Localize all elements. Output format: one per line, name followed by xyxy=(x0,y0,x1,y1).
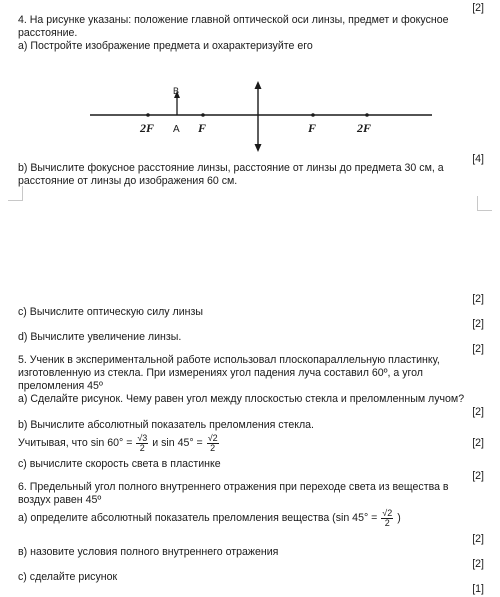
q4-part-b-line2: расстояние от линзы до изображения 60 см. xyxy=(18,175,238,187)
corner-mark-left xyxy=(8,186,23,201)
fraction-numerator-sqrt2: √2 xyxy=(382,507,393,518)
fraction-denominator: 2 xyxy=(384,517,390,528)
q4-part-a: а) Постройте изображение предмета и охарактеризуйте его xyxy=(18,40,313,52)
fraction-numerator-sqrt2: √2 xyxy=(207,432,218,443)
mark-q5-a: [2] xyxy=(472,406,484,418)
q6-part-b: в) назовите условия полного внутреннего отражения xyxy=(18,546,279,558)
mark-q4-d: [2] xyxy=(472,343,484,355)
label-b: B xyxy=(173,86,180,96)
q5-line3: преломления 45º xyxy=(18,380,103,392)
lens-arrow-top xyxy=(255,81,262,89)
fraction-numerator-sqrt3: √3 xyxy=(137,432,148,443)
q4-title-line2: расстояние. xyxy=(18,27,78,39)
q4-part-b-line1: b) Вычислите фокусное расстояние линзы, расстояние от линзы до предмета 30 см, а xyxy=(18,162,444,174)
q6-line2: воздух равен 45º xyxy=(18,494,102,506)
label-f-left: F xyxy=(198,121,207,135)
q6-part-a-prefix: а) определите абсолютный показатель преломления вещества (sin 45° = xyxy=(18,512,381,524)
mark-q6-c: [1] xyxy=(472,583,484,595)
point-f-right xyxy=(311,113,315,117)
lens-arrow-bottom xyxy=(255,144,262,152)
mark-q5-b: [2] xyxy=(472,437,484,449)
fraction-sqrt2-over-2 xyxy=(207,434,219,453)
fraction-denominator: 2 xyxy=(210,442,216,453)
q5-part-c: с) вычислите скорость света в пластинке xyxy=(18,458,221,470)
label-2f-right: 2F xyxy=(357,121,372,135)
q4-part-c: c) Вычислите оптическую силу линзы xyxy=(18,306,203,318)
mark-q4-b: [2] xyxy=(472,293,484,305)
q5-part-a: а) Сделайте рисунок. Чему равен угол между плоскостью стекла и преломленным лучом? xyxy=(18,393,465,405)
fraction-denominator: 2 xyxy=(139,442,145,453)
point-f-left xyxy=(201,113,205,117)
q4-title-line1: 4. На рисунке указаны: положение главной оптической оси линзы, предмет и фокусное xyxy=(18,14,449,26)
mark-q4-top: [2] xyxy=(472,2,484,14)
label-f-right: F xyxy=(308,121,317,135)
q5-part-b: b) Вычислите абсолютный показатель преломления стекла. xyxy=(18,419,314,431)
q5-given-mid: и sin 45° = xyxy=(152,437,206,449)
q5-line1: 5. Ученик в экспериментальной работе использовал плоскопараллельную пластинку, xyxy=(18,354,440,366)
label-a: A xyxy=(173,124,180,135)
q6-part-a xyxy=(18,507,401,529)
q4-part-d: d) Вычислите увеличение линзы. xyxy=(18,331,182,343)
mark-q4-a: [4] xyxy=(472,153,484,165)
q5-line2: изготовленную из стекла. При измерениях угол падения луча составил 60º, а угол xyxy=(18,367,423,379)
label-2f-left: 2F xyxy=(140,121,155,135)
mark-q5-c: [2] xyxy=(472,470,484,482)
fraction-sqrt3-over-2 xyxy=(136,434,148,453)
q6-line1: 6. Предельный угол полного внутреннего отражения при переходе света из вещества в xyxy=(18,481,449,493)
q6-part-c: с) сделайте рисунок xyxy=(18,571,118,583)
point-2f-right xyxy=(365,113,369,117)
lens-diagram xyxy=(0,80,500,152)
mark-q6-a: [2] xyxy=(472,533,484,545)
q5-given-prefix: Учитывая, что sin 60° = xyxy=(18,437,136,449)
corner-mark-right xyxy=(477,196,492,211)
mark-q4-c: [2] xyxy=(472,318,484,330)
q5-given-line xyxy=(18,432,220,454)
q6-part-a-suffix: ) xyxy=(397,512,401,524)
mark-q6-b: [2] xyxy=(472,558,484,570)
fraction-sqrt2-over-2 xyxy=(381,509,393,528)
point-2f-left xyxy=(146,113,150,117)
